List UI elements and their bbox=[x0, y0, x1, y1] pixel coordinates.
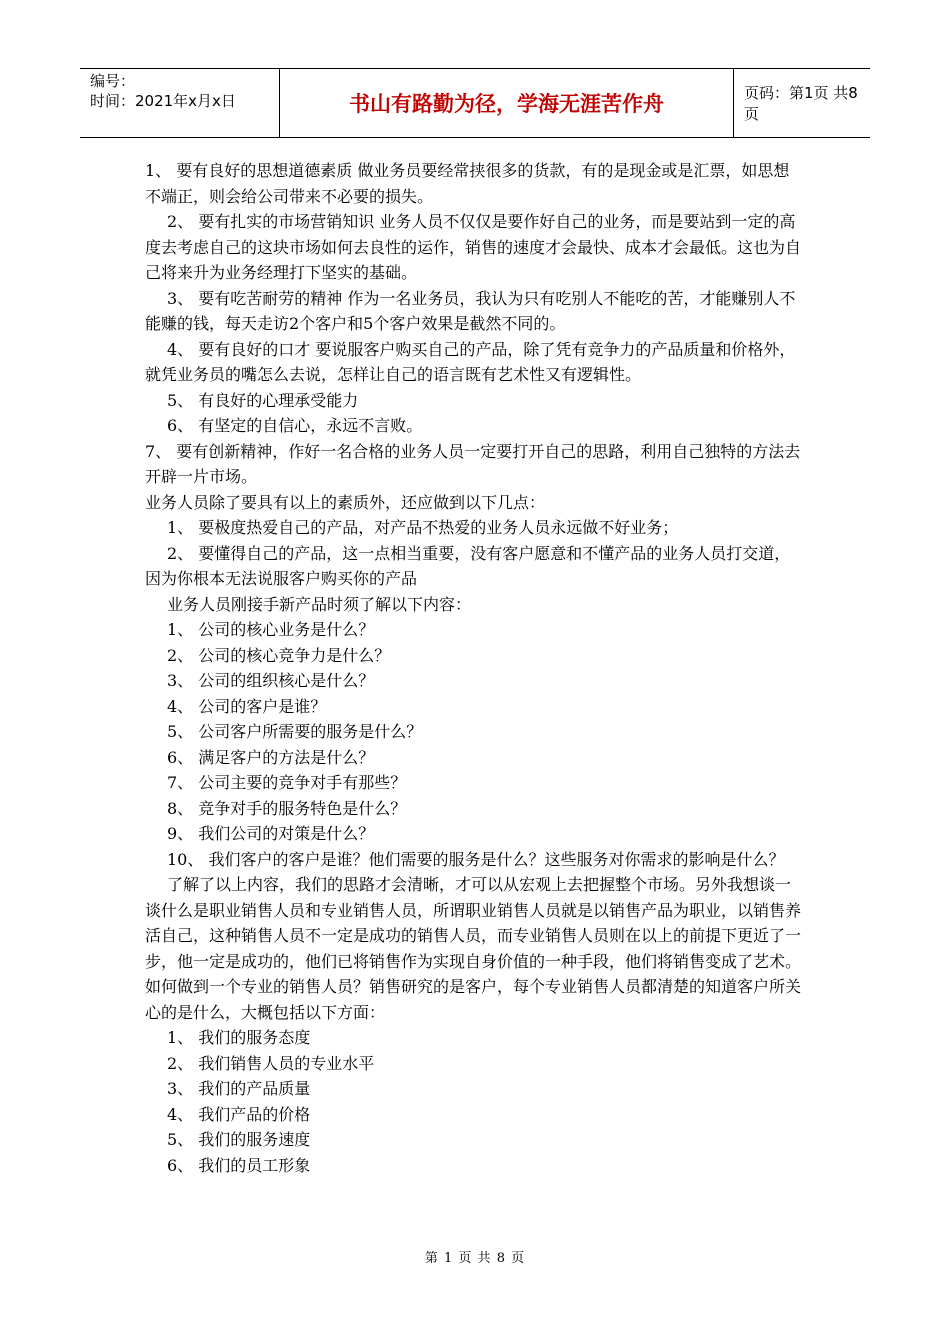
body-paragraph: 2、 要有扎实的市场营销知识 业务人员不仅仅是要作好自己的业务，而是要站到一定的高度去考虑自己的这块市场如何去良性的运作，销售的速度才会最快、成本才会最低。这也为自己将来升为业务经理打下坚实的基础。 bbox=[145, 212, 802, 282]
body-paragraph: 5、 我们的服务速度 bbox=[167, 1130, 311, 1149]
body-paragraph: 2、 要懂得自己的产品，这一点相当重要，没有客户愿意和不懂产品的业务人员打交道，因为你根本无法说服客户购买你的产品 bbox=[145, 543, 791, 588]
page-header bbox=[80, 68, 870, 138]
body-paragraph: 7、 要有创新精神，作好一名合格的业务人员一定要打开自己的思路，利用自己独特的方法去开辟一片市场。 bbox=[145, 441, 801, 486]
body-paragraph: 6、 有坚定的自信心，永远不言败。 bbox=[167, 416, 423, 435]
body-paragraph: 4、 要有良好的口才 要说服客户购买自己的产品，除了凭有竞争力的产品质量和价格外，就凭业务员的嘴怎么去说，怎样让自己的语言既有艺术性又有逻辑性。 bbox=[145, 339, 796, 384]
body-paragraph: 2、 我们销售人员的专业水平 bbox=[167, 1053, 375, 1073]
header-page-info: 页码：第1页 共8页 bbox=[744, 84, 858, 123]
document-time-label: 时间：2021年x月x日 bbox=[90, 92, 236, 110]
body-paragraph: 6、 满足客户的方法是什么？ bbox=[167, 747, 375, 767]
body-paragraph: 业务人员除了要具有以上的素质外，还应做到以下几点： bbox=[145, 492, 546, 512]
body-paragraph: 8、 竞争对手的服务特色是什么？ bbox=[167, 798, 407, 818]
body-paragraph: 5、 有良好的心理承受能力 bbox=[167, 390, 359, 410]
body-paragraph: 1、 要有良好的思想道德素质 做业务员要经常挟很多的货款，有的是现金或是汇票，如思想不端正，则会给公司带来不必要的损失。 bbox=[145, 161, 790, 206]
page-footer: 第 1 页 共 8 页 bbox=[424, 1251, 526, 1266]
body-paragraph: 9、 我们公司的对策是什么？ bbox=[167, 824, 375, 843]
body-paragraph: 2、 公司的核心竞争力是什么？ bbox=[167, 645, 391, 665]
body-paragraph: 4、 我们产品的价格 bbox=[167, 1104, 311, 1124]
header-motto-cell bbox=[280, 69, 734, 137]
body-paragraph: 10、 我们客户的客户是谁？他们需要的服务是什么？这些服务对你需求的影响是什么？ bbox=[167, 849, 785, 869]
body-paragraph: 3、 我们的产品质量 bbox=[167, 1079, 311, 1098]
body-paragraph: 3、 公司的组织核心是什么？ bbox=[167, 671, 375, 690]
body-paragraph: 7、 公司主要的竞争对手有那些？ bbox=[167, 773, 407, 792]
body-paragraph: 业务人员刚接手新产品时须了解以下内容： bbox=[167, 594, 472, 614]
body-paragraph: 4、 公司的客户是谁？ bbox=[167, 696, 327, 716]
body-paragraph: 6、 我们的员工形象 bbox=[167, 1155, 311, 1175]
header-motto: 书山有路勤为径，学海无涯苦作舟 bbox=[349, 92, 664, 116]
header-page-cell bbox=[734, 69, 870, 137]
body-paragraph: 了解了以上内容，我们的思路才会清晰，才可以从宏观上去把握整个市场。另外我想谈一谈什么是职业销售人员和专业销售人员，所谓职业销售人员就是以销售产品为职业，以销售养活自己，这种销售人员不一定是成功的销售人员，而专业销售人员则在以上的前提下更近了一步，他一定是成功的，他们已将销售作为实现自身价值的一种手段，他们将销售变成了艺术。如何做到一个专业的销售人员？销售研究的是客户，每个专业销售人员都清楚的知道客户所关心的是什么，大概包括以下方面： bbox=[145, 875, 802, 1022]
document-body bbox=[145, 158, 805, 1178]
body-paragraph: 1、 要极度热爱自己的产品，对产品不热爱的业务人员永远做不好业务； bbox=[167, 518, 679, 537]
body-paragraph: 3、 要有吃苦耐劳的精神 作为一名业务员，我认为只有吃别人不能吃的苦，才能赚别人不能赚的钱，每天走访2个客户和5个客户效果是截然不同的。 bbox=[145, 288, 796, 333]
header-meta-cell bbox=[80, 69, 280, 137]
body-paragraph: 1、 公司的核心业务是什么？ bbox=[167, 620, 375, 639]
document-number-label: 编号： bbox=[90, 72, 136, 90]
body-paragraph: 1、 我们的服务态度 bbox=[167, 1028, 311, 1047]
body-paragraph: 5、 公司客户所需要的服务是什么？ bbox=[167, 722, 423, 741]
